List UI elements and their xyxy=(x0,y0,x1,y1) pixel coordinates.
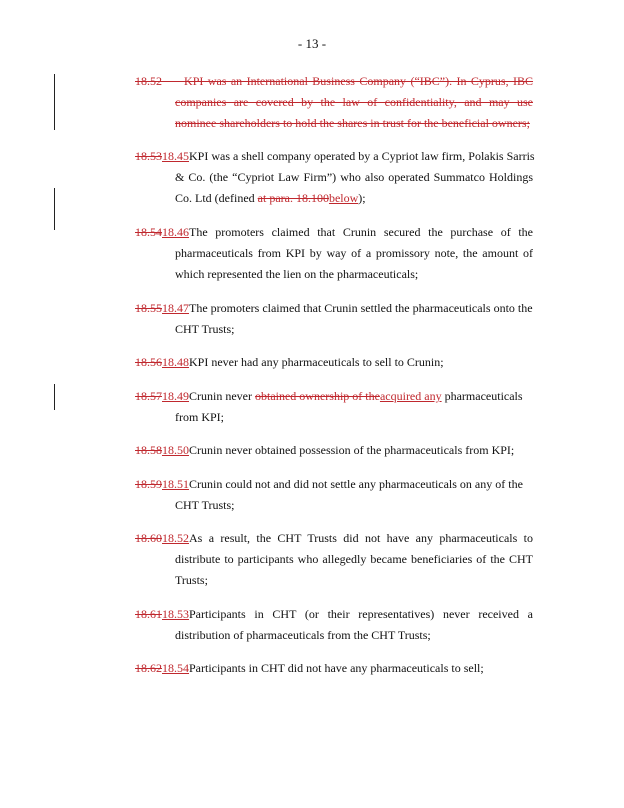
paragraph-text: pharmaceuticals xyxy=(441,389,523,403)
paragraph-line xyxy=(135,71,533,92)
new-paragraph-number: 18.54 xyxy=(162,661,189,675)
new-paragraph-number: 18.45 xyxy=(162,149,189,163)
new-paragraph-number: 18.48 xyxy=(162,355,189,369)
paragraph-text: The promoters claimed that Crunin secured the purchase of the xyxy=(189,225,533,239)
new-paragraph-number: 18.50 xyxy=(162,443,189,457)
paragraph-text: Participants in CHT (or their representatives) never received a xyxy=(189,607,533,621)
new-paragraph-number: 18.49 xyxy=(162,389,189,403)
paragraph xyxy=(135,474,533,516)
paragraph-text: Participants in CHT did not have any pharmaceuticals to sell; xyxy=(189,661,484,675)
paragraph xyxy=(135,386,533,428)
paragraph xyxy=(135,658,533,679)
paragraph-text: pharmaceuticals from KPI by way of a promissory note, the amount of xyxy=(175,246,533,260)
deleted-text: obtained ownership of the xyxy=(254,389,380,403)
new-paragraph-number: 18.53 xyxy=(162,607,189,621)
paragraph xyxy=(135,604,533,646)
inserted-text: below xyxy=(328,191,359,205)
paragraph-text: distribution of pharmaceuticals from the CHT Trusts; xyxy=(175,628,431,642)
paragraph-line xyxy=(135,146,533,167)
paragraph-line xyxy=(135,386,533,407)
paragraph-text: distribute to participants who allegedly became beneficiaries of the CHT xyxy=(175,552,533,566)
paragraph-line xyxy=(135,528,533,549)
paragraph-deleted xyxy=(135,71,533,134)
paragraph-text: Crunin never obtained possession of the pharmaceuticals from KPI; xyxy=(189,443,515,457)
paragraph-text: Co. Ltd (defined xyxy=(175,191,258,205)
paragraph-text: & Co. (the “Cypriot Law Firm”) who also operated Summatco Holdings xyxy=(175,170,533,184)
old-paragraph-number: 18.57 xyxy=(135,389,162,403)
old-paragraph-number: 18.62 xyxy=(135,661,162,675)
old-paragraph-number: 18.58 xyxy=(135,443,162,457)
paragraph-text: KPI never had any pharmaceuticals to sell to Crunin; xyxy=(189,355,444,369)
paragraph-line xyxy=(135,352,533,373)
deleted-text: companies are covered by the law of confidentiality, and may use xyxy=(175,95,533,109)
paragraph-text: ); xyxy=(358,191,366,205)
deleted-text: at para. 18.100 xyxy=(257,191,329,205)
inserted-text: acquired any xyxy=(379,389,442,403)
paragraph-text: CHT Trusts; xyxy=(175,322,235,336)
paragraph-line xyxy=(135,474,533,495)
old-paragraph-number: 18.56 xyxy=(135,355,162,369)
paragraph-text: As a result, the CHT Trusts did not have any pharmaceuticals to xyxy=(189,531,533,545)
paragraph-text: KPI was a shell company operated by a Cypriot law firm, Polakis Sarris xyxy=(189,149,535,163)
new-paragraph-number: 18.52 xyxy=(162,531,189,545)
paragraph-line xyxy=(135,604,533,625)
new-paragraph-number: 18.51 xyxy=(162,477,189,491)
paragraph-line xyxy=(135,440,533,461)
old-paragraph-number: 18.59 xyxy=(135,477,162,491)
old-paragraph-number: 18.61 xyxy=(135,607,162,621)
old-paragraph-number: 18.53 xyxy=(135,149,162,163)
change-bar xyxy=(54,188,55,230)
paragraph xyxy=(135,298,533,340)
paragraph-text: Crunin never xyxy=(189,389,255,403)
new-paragraph-number: 18.47 xyxy=(162,301,189,315)
paragraph-line xyxy=(135,188,533,209)
old-paragraph-number: 18.60 xyxy=(135,531,162,545)
new-paragraph-number: 18.46 xyxy=(162,225,189,239)
paragraph xyxy=(135,528,533,591)
paragraph-line xyxy=(135,658,533,679)
paragraph-text: from KPI; xyxy=(175,410,224,424)
deleted-text: KPI was an International Business Company (“IBC”). In Cyprus, IBC xyxy=(184,74,534,88)
paragraph-text: Trusts; xyxy=(175,573,208,587)
paragraph xyxy=(135,440,533,461)
deleted-text: nominee shareholders to hold the shares in trust for the beneficial owners; xyxy=(175,116,530,130)
paragraph-text: Crunin could not and did not settle any pharmaceuticals on any of the xyxy=(189,477,523,491)
paragraph xyxy=(135,222,533,285)
change-bar xyxy=(54,74,55,130)
old-paragraph-number: 18.52 xyxy=(135,74,162,88)
change-bar xyxy=(54,384,55,410)
paragraph-text: The promoters claimed that Crunin settled the pharmaceuticals onto the xyxy=(189,301,533,315)
paragraph-text: which represented the lien on the pharmaceuticals; xyxy=(175,267,419,281)
old-paragraph-number: 18.55 xyxy=(135,301,162,315)
paragraph-text: CHT Trusts; xyxy=(175,498,235,512)
page-number: - 13 - xyxy=(297,36,327,51)
old-paragraph-number: 18.54 xyxy=(135,225,162,239)
paragraph xyxy=(135,146,533,209)
paragraph-line xyxy=(135,222,533,243)
paragraph-line xyxy=(135,298,533,319)
paragraph xyxy=(135,352,533,373)
